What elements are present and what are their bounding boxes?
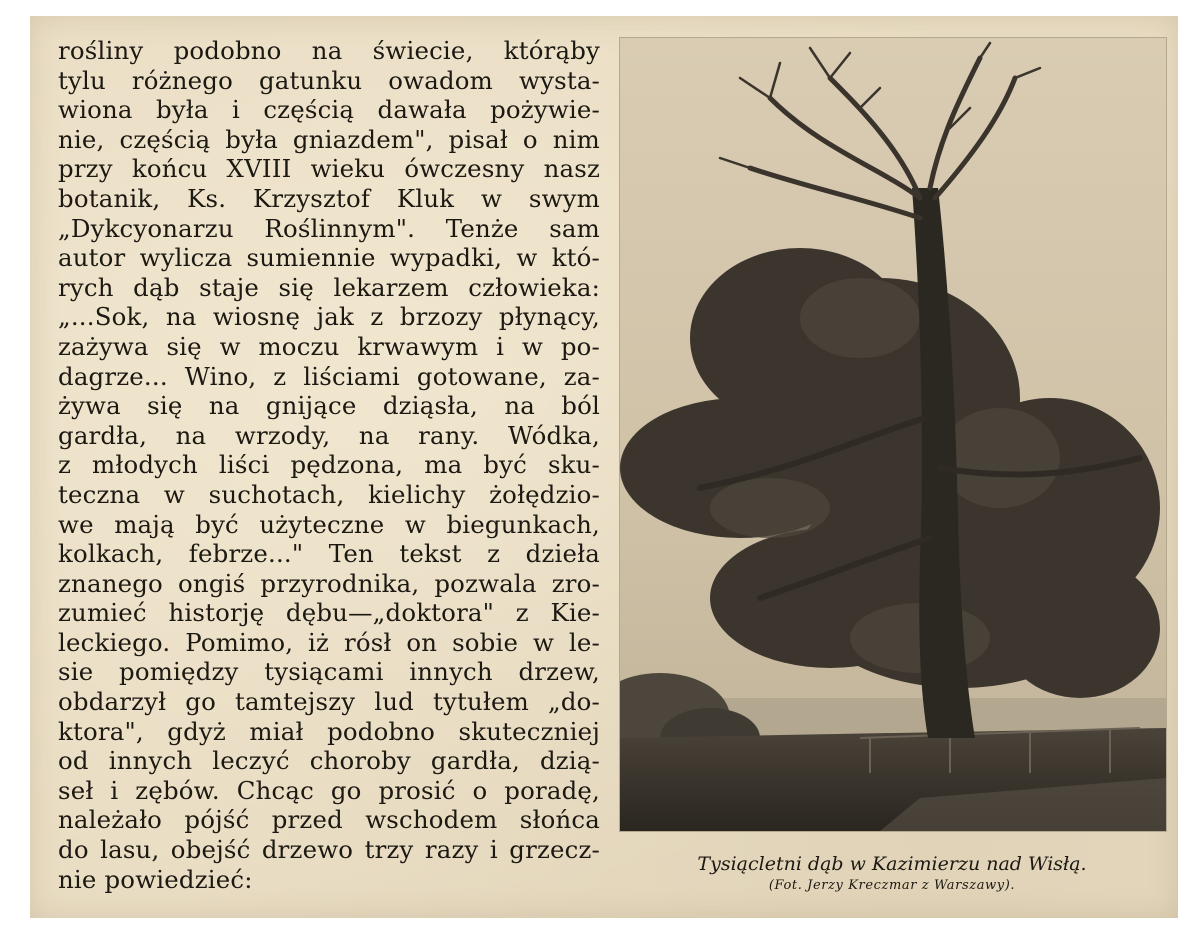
article-line: „...Sok, na wiosnę jak z brzozy płynący, xyxy=(58,302,600,332)
caption-photo-credit: (Fot. Jerzy Kreczmar z Warszawy). xyxy=(768,878,1016,893)
article-line: nie, częścią była gniazdem", pisał o nim xyxy=(58,124,600,154)
article-line: teczna w suchotach, kielichy żołędzio- xyxy=(58,479,600,509)
oak-tree-photo xyxy=(619,37,1167,832)
article-line: żywa się na gnijące dziąsła, na ból xyxy=(58,391,600,421)
article-line: do lasu, obejść drzewo trzy razy i grzecz- xyxy=(58,835,600,865)
newspaper-page xyxy=(30,16,1178,918)
photo-caption xyxy=(619,852,1165,896)
article-line: rośliny podobno na świecie, którąby xyxy=(58,36,600,65)
oak-tree-illustration xyxy=(620,38,1166,831)
article-line: leckiego. Pomimo, iż rósł on sobie w le- xyxy=(58,627,600,657)
article-line: tylu różnego gatunku owadom wysta- xyxy=(58,65,600,95)
article-line: należało pójść przed wschodem słońca xyxy=(58,805,600,835)
article-text-column xyxy=(58,36,600,894)
article-line: sie pomiędzy tysiącami innych drzew, xyxy=(58,657,600,687)
article-line: obdarzył go tamtejszy lud tytułem „do- xyxy=(58,687,600,717)
article-line: seł i zębów. Chcąc go prosić o poradę, xyxy=(58,775,600,805)
article-line: botanik, Ks. Krzysztof Kluk w swym xyxy=(58,183,600,213)
article-line: dagrze... Wino, z liściami gotowane, za- xyxy=(58,361,600,391)
article-line: od innych leczyć choroby gardła, dzią- xyxy=(58,746,600,776)
article-line: zumieć historję dębu—„doktora" z Kie- xyxy=(58,598,600,628)
article-line: znanego ongiś przyrodnika, pozwala zro- xyxy=(58,568,600,598)
article-line: „Dykcyonarzu Roślinnym". Tenże sam xyxy=(58,213,600,243)
article-line: wiona była i częścią dawała pożywie- xyxy=(58,95,600,125)
article-line: kolkach, febrze..." Ten tekst z dzieła xyxy=(58,539,600,569)
article-line: nie powiedzieć: xyxy=(58,864,253,894)
article-line: zażywa się w moczu krwawym i w po- xyxy=(58,331,600,361)
article-line: z młodych liści pędzona, ma być sku- xyxy=(58,450,600,480)
article-line: gardła, na wrzody, na rany. Wódka, xyxy=(58,420,600,450)
article-line: rych dąb staje się lekarzem człowieka: xyxy=(58,272,600,302)
article-line: przy końcu XVIII wieku ówczesny nasz xyxy=(58,154,600,184)
caption-title: Tysiącletni dąb w Kazimierzu nad Wisłą. xyxy=(697,853,1087,875)
article-line: ktora", gdyż miał podobno skuteczniej xyxy=(58,716,600,746)
article-line: we mają być użyteczne w biegunkach, xyxy=(58,509,600,539)
article-line: autor wylicza sumiennie wypadki, w któ- xyxy=(58,243,600,273)
